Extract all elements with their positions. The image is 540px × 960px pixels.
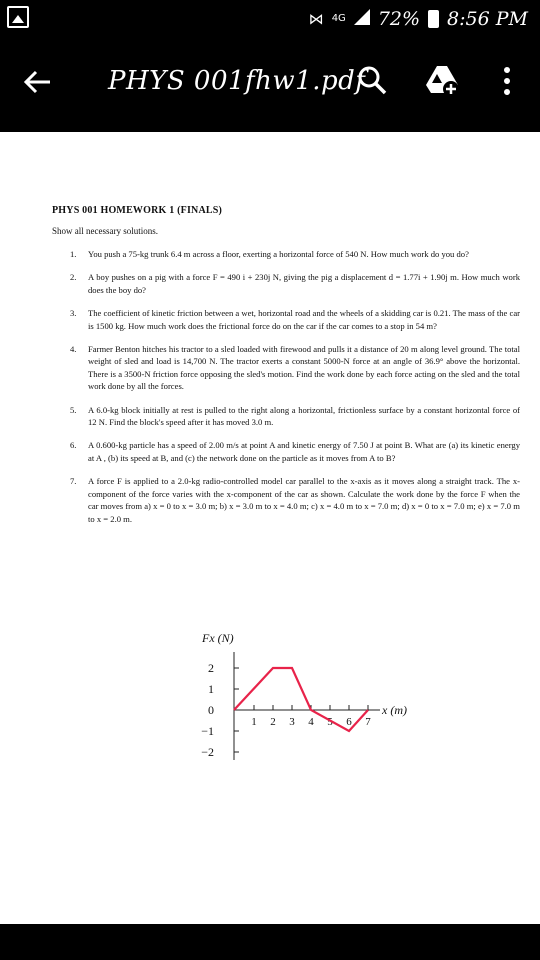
problem-item: [52, 271, 522, 296]
problem-item: [52, 307, 522, 332]
problem-text: The coefficient of kinetic friction between a wet, horizontal road and the wheels of a skidding car is 0.21. The mass of the car is 1500 kg. How much work does the frictional force do on the car if the car comes to a stop in 54 m?: [88, 308, 520, 331]
gallery-notification-icon: [7, 6, 29, 28]
x-tick-label: 6: [346, 716, 352, 728]
x-tick-label: 2: [270, 716, 276, 728]
problem-number: 2.: [70, 272, 77, 283]
problem-number: 3.: [70, 308, 77, 319]
problem-text: A boy pushes on a pig with a force F = 490 i + 230j N, giving the pig a displacement d = 1.77i + 1.90j m. How much work does the boy do?: [88, 272, 520, 295]
problem-text: A 0.600-kg particle has a speed of 2.00 m/s at point A and kinetic energy of 7.50 J at point B. What are (a) its kinetic energy at A , (b) its speed at B, and (c) the network done on the particle as it moves from A to B?: [88, 440, 520, 463]
back-arrow-icon[interactable]: [22, 66, 54, 98]
more-vert-icon[interactable]: [500, 64, 514, 98]
network-type: 4G: [331, 13, 346, 24]
bottom-bar: [0, 924, 540, 960]
problem-number: 7.: [70, 476, 77, 487]
problem-item: [52, 248, 522, 260]
drive-add-icon[interactable]: [424, 62, 460, 98]
problem-list: [52, 248, 522, 536]
y-tick-labels: [201, 661, 214, 759]
x-tick-label: 7: [365, 716, 371, 728]
x-tick-label: 1: [251, 716, 257, 728]
problem-item: [52, 439, 522, 464]
problem-number: 1.: [70, 249, 77, 259]
problem-text: Farmer Benton hitches his tractor to a sled loaded with firewood and pulls it a distance of 20 m along level ground. The total weight of sled and load is 14,700 N. The tractor exerts a constant 5000-N force at an angle of 36.9° above the horizontal. There is a 3500-N friction force opposing the sled's motion. Find the work done by each force acting on the sled and the total work done by all the forces.: [88, 344, 520, 392]
force-position-graph: [190, 628, 430, 788]
nfc-icon: ⋈: [308, 10, 324, 28]
search-icon[interactable]: [356, 64, 388, 96]
problem-text: A 6.0-kg block initially at rest is pulled to the right along a horizontal, frictionless surface by a constant horizontal force of 12 N. Find the block's speed after it has moved 3.0 m.: [88, 404, 520, 428]
graph-x-label: x (m): [382, 703, 407, 717]
problem-item: [52, 475, 522, 525]
y-tick-label: −1: [201, 724, 214, 738]
signal-icon: [354, 11, 370, 27]
x-tick-label: 5: [327, 716, 333, 728]
y-tick-label: 0: [208, 703, 214, 717]
pdf-page[interactable]: [0, 132, 540, 924]
y-tick-label: 1: [208, 682, 214, 696]
problem-text: You push a 75-kg trunk 6.4 m across a floor, exerting a horizontal force of 540 N. How much work do you do?: [88, 249, 469, 259]
problem-number: 4.: [70, 344, 77, 355]
problem-text: A force F is applied to a 2.0-kg radio-controlled model car parallel to the x-axis as it moves along a straight track. The x-component of the force varies with the x-component of the car as shown. Calculate the work done by the force F when the car moves from a) x = 0 to x = 3.0 m; b) x = 3.0 m to x = 4.0 m; c) x = 4.0 m to x = 7.0 m; d) x = 0 to x = 7.0 m; e) x = 7.0 m to x = 2.0 m.: [88, 476, 520, 524]
instructions: Show all necessary solutions.: [52, 226, 158, 236]
battery-icon: [428, 10, 439, 28]
status-indicators: [309, 5, 528, 33]
y-tick-label: 2: [208, 661, 214, 675]
battery-percent: 72%: [377, 8, 421, 30]
clock: 8:56 PM: [447, 8, 528, 30]
graph-y-label: Fx (N): [202, 631, 234, 645]
x-tick-label: 3: [289, 716, 295, 728]
status-bar: [0, 0, 540, 38]
x-tick-label: 4: [308, 716, 314, 728]
problem-item: [52, 404, 522, 429]
app-bar: [0, 38, 540, 132]
document-title: PHYS 001fhw1.pdf: [108, 66, 366, 96]
problem-item: [52, 343, 522, 393]
problem-number: 5.: [70, 404, 77, 415]
y-tick-label: −2: [201, 745, 214, 759]
problem-number: 6.: [70, 440, 77, 451]
homework-heading: PHYS 001 HOMEWORK 1 (FINALS): [52, 205, 223, 216]
